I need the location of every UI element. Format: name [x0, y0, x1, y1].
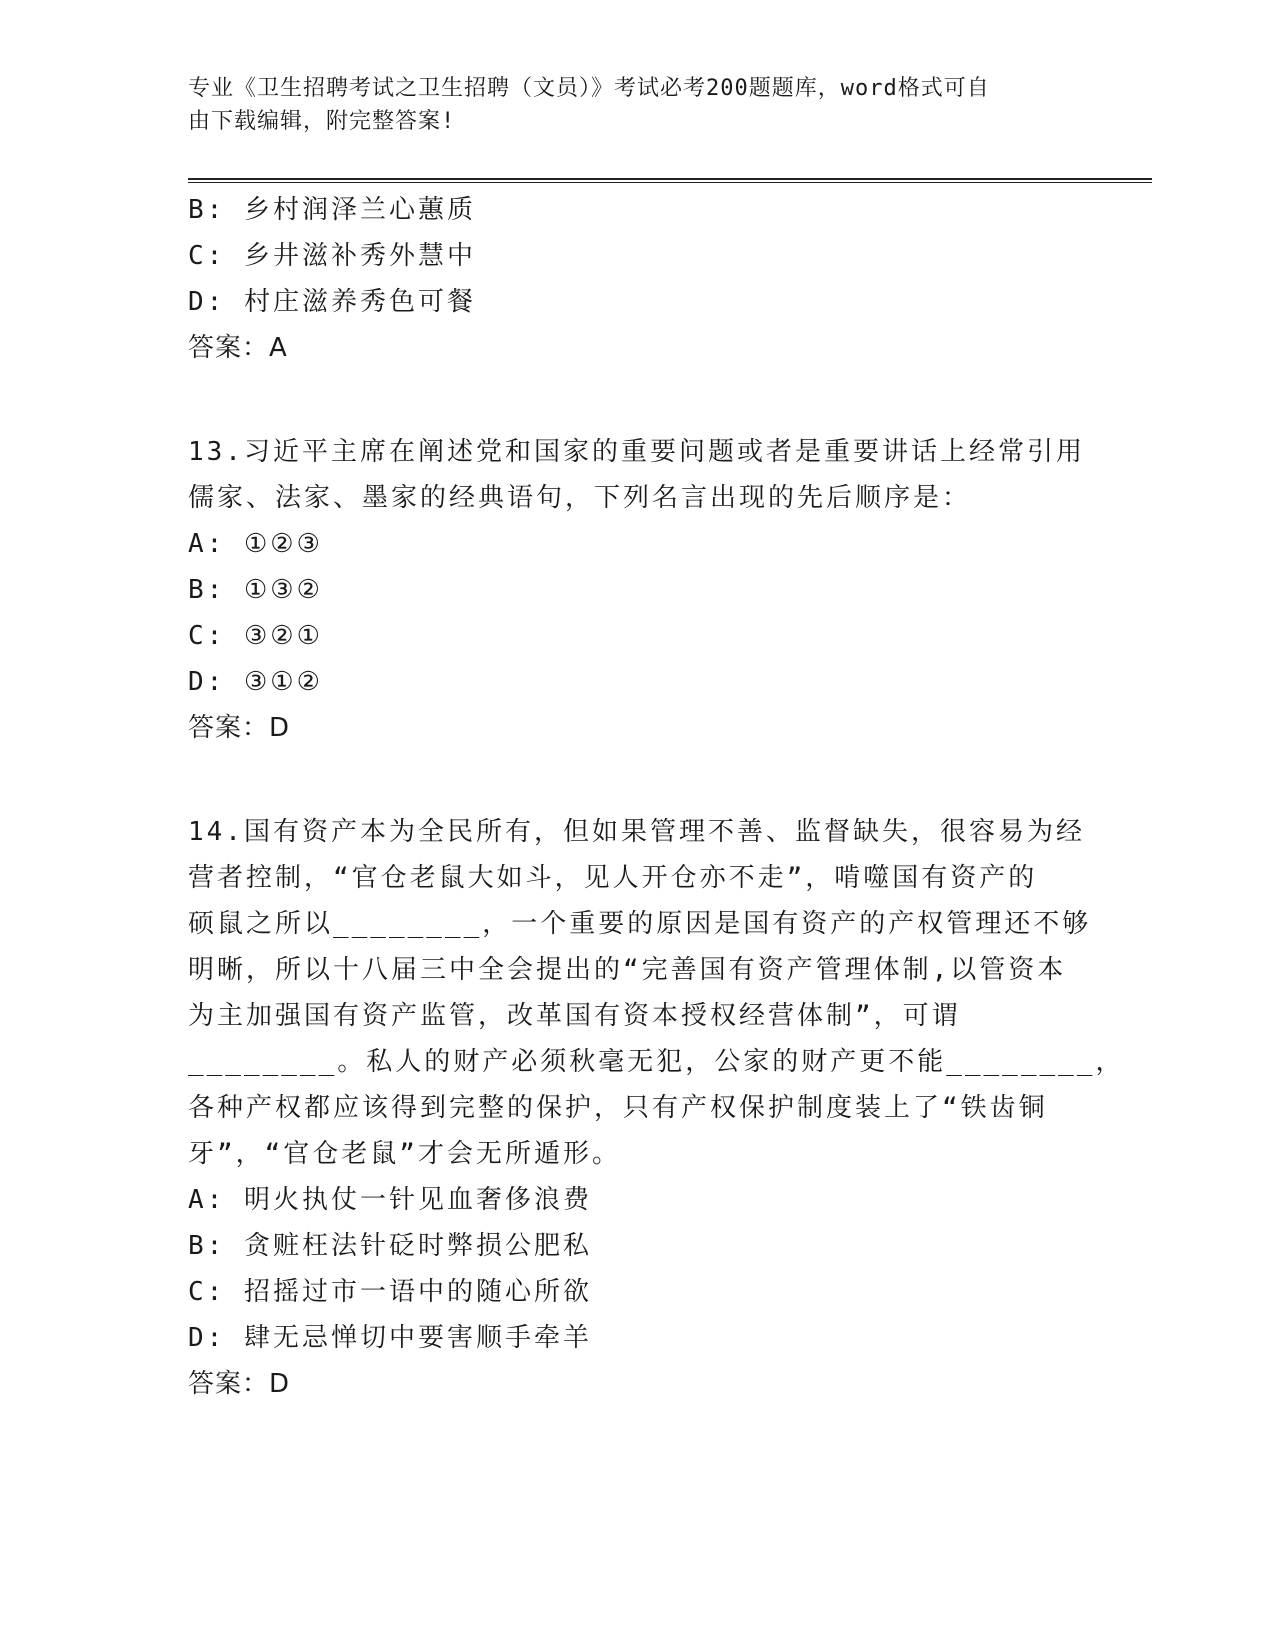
- question-14-text-line-3: 硕鼠之所以________，一个重要的原因是国有资产的产权管理还不够: [188, 909, 1092, 939]
- option-b: B: 贪赃枉法针砭时弊损公肥私: [188, 1231, 592, 1261]
- option-c: C: ③②①: [188, 621, 323, 651]
- option-d: D: 肆无忌惮切中要害顺手牵羊: [188, 1323, 592, 1353]
- option-b: B: 乡村润泽兰心蕙质: [188, 195, 476, 225]
- question-14-text-line-1: 14.国有资产本为全民所有，但如果管理不善、监督缺失，很容易为经: [188, 817, 1085, 847]
- option-d: D: 村庄滋养秀色可餐: [188, 287, 476, 317]
- option-a: A: 明火执仗一针见血奢侈浪费: [188, 1185, 592, 1215]
- question-14-text-line-7: 各种产权都应该得到完整的保护，只有产权保护制度装上了“铁齿铜: [188, 1093, 1048, 1123]
- question-13: [188, 429, 1088, 751]
- question-14-text-line-6: ________。私人的财产必须秋毫无犯，公家的财产更不能________，: [188, 1047, 1125, 1077]
- option-d: D: ③①②: [188, 667, 323, 697]
- header-divider: [188, 178, 1152, 183]
- question-14-text-line-5: 为主加强国有资产监管，改革国有资本授权经营体制”，可谓: [188, 1001, 961, 1031]
- document-header: [188, 72, 1068, 138]
- question-14-answer: 答案：D: [188, 1369, 291, 1399]
- question-13-answer: 答案：D: [188, 713, 291, 743]
- option-b: B: ①③②: [188, 575, 323, 605]
- question-14-text-line-4: 明晰，所以十八届三中全会提出的“完善国有资产管理体制,以管资本: [188, 955, 1067, 985]
- question-14-text-line-8: 牙”，“官仓老鼠”才会无所遁形。: [188, 1139, 621, 1169]
- question-12-options: [188, 187, 1088, 325]
- option-c: C: 招摇过市一语中的随心所欲: [188, 1277, 592, 1307]
- header-line-2: 由下载编辑，附完整答案!: [188, 109, 456, 134]
- option-c: C: 乡井滋补秀外慧中: [188, 241, 476, 271]
- question-14-text-line-2: 营者控制，“官仓老鼠大如斗，见人开仓亦不走”，啃噬国有资产的: [188, 863, 1038, 893]
- spacer: [188, 371, 1088, 429]
- header-line-1: 专业《卫生招聘考试之卫生招聘（文员）》考试必考200题题库，word格式可自: [188, 76, 990, 101]
- question-13-text-line-1: 13.习近平主席在阐述党和国家的重要问题或者是重要讲话上经常引用: [188, 437, 1085, 467]
- document-body: [188, 187, 1125, 1407]
- question-13-text-line-2: 儒家、法家、墨家的经典语句，下列名言出现的先后顺序是：: [188, 483, 972, 513]
- option-a: A: ①②③: [188, 529, 323, 559]
- spacer: [188, 751, 1088, 809]
- question-14: [188, 809, 1125, 1407]
- question-12-answer: 答案：A: [188, 333, 288, 363]
